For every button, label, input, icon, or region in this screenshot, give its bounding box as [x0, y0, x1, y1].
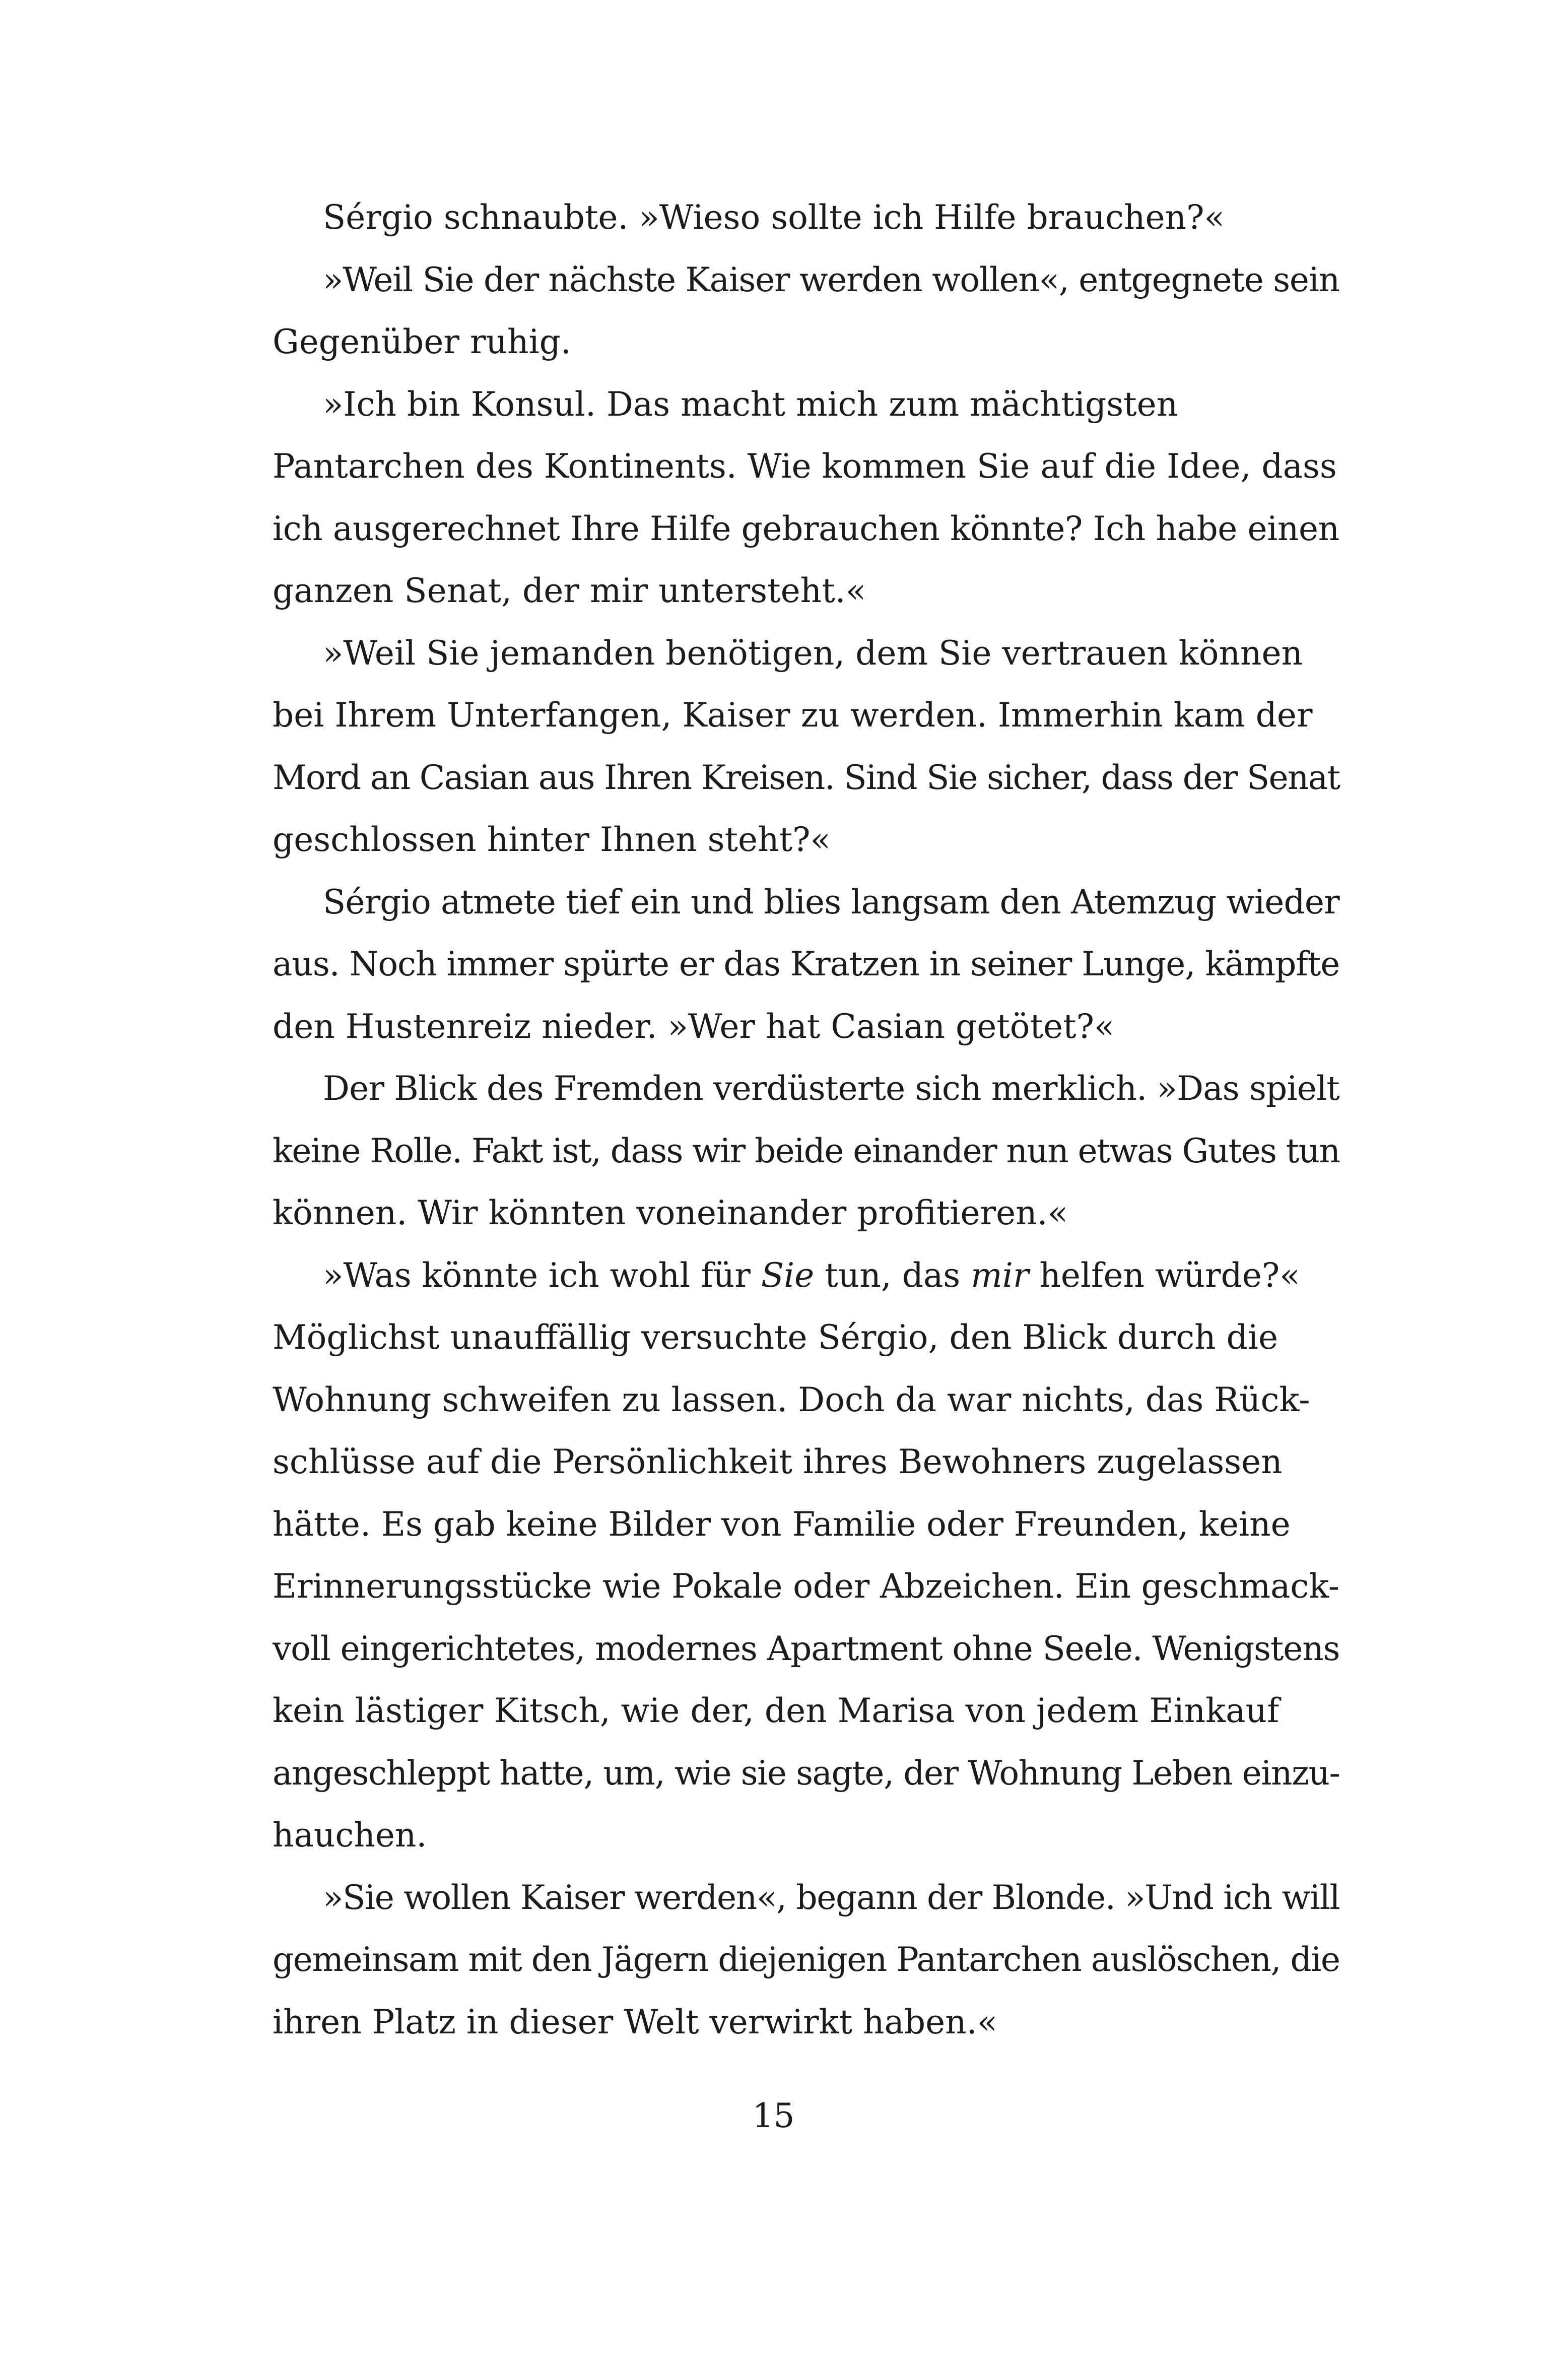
- text-line: gemeinsam mit den Jägern diejenigen Pantarchen auslöschen, die: [273, 1940, 1340, 1979]
- paragraph: [273, 1244, 1339, 1867]
- italic-emphasis: Sie: [761, 1255, 815, 1295]
- text-line: [323, 1244, 1339, 1307]
- text-line: geschlossen hinter Ihnen steht?«: [273, 820, 831, 859]
- italic-emphasis: mir: [971, 1255, 1029, 1295]
- text-line: ich ausgerechnet Ihre Hilfe gebrauchen könnte? Ich habe einen: [273, 509, 1339, 548]
- text-run: »Was könnte ich wohl für: [323, 1255, 761, 1295]
- text-line: den Hustenreiz nieder. »Wer hat Casian getötet?«: [273, 1007, 1115, 1046]
- text-line: »Ich bin Konsul. Das macht mich zum mächtigsten: [323, 384, 1178, 424]
- paragraph: [273, 1867, 1339, 2054]
- text-line: »Weil Sie jemanden benötigen, dem Sie vertrauen können: [323, 633, 1303, 673]
- text-line: Pantarchen des Kontinents. Wie kommen Sie auf die Idee, dass: [273, 447, 1337, 486]
- text-run: tun, das: [814, 1255, 971, 1295]
- paragraph: [273, 622, 1339, 871]
- text-line: können. Wir könnten voneinander profitieren.«: [273, 1194, 1068, 1232]
- text-line: angeschleppt hatte, um, wie sie sagte, der Wohnung Leben einzu-: [273, 1753, 1340, 1793]
- text-line: kein lästiger Kitsch, wie der, den Marisa von jedem Einkauf: [273, 1691, 1280, 1730]
- text-line: hätte. Es gab keine Bilder von Familie oder Freunden, keine: [273, 1504, 1291, 1544]
- text-line: Der Blick des Fremden verdüsterte sich merklich. »Das spielt: [323, 1069, 1339, 1108]
- text-line: Gegenüber ruhig.: [273, 322, 571, 361]
- text-line: hauchen.: [273, 1816, 427, 1855]
- text-line: Sérgio atmete tief ein und blies langsam den Atemzug wieder: [323, 882, 1339, 921]
- text-line: bei Ihrem Unterfangen, Kaiser zu werden. Immerhin kam der: [273, 696, 1313, 735]
- paragraph: [273, 373, 1339, 622]
- text-line: voll eingerichtetes, modernes Apartment ohne Seele. Wenigstens: [273, 1629, 1340, 1668]
- text-line: Wohnung schweifen zu lassen. Doch da war nichts, das Rück-: [273, 1380, 1310, 1419]
- text-run: helfen würde?«: [1029, 1255, 1300, 1295]
- text-line: »Weil Sie der nächste Kaiser werden wollen«, entgegnete sein: [323, 260, 1339, 299]
- text-line: Möglichst unauffällig versuchte Sérgio, den Blick durch die: [273, 1318, 1279, 1357]
- text-line: Erinnerungsstücke wie Pokale oder Abzeichen. Ein geschmack-: [273, 1567, 1339, 1606]
- paragraph: [273, 871, 1339, 1058]
- text-line: ganzen Senat, der mir untersteht.«: [273, 571, 866, 610]
- text-line: schlüsse auf die Persönlichkeit ihres Bewohners zugelassen: [273, 1442, 1283, 1481]
- text-line: Sérgio schnaubte. »Wieso sollte ich Hilfe brauchen?«: [323, 198, 1225, 237]
- text-line: »Sie wollen Kaiser werden«, begann der Blonde. »Und ich will: [323, 1878, 1340, 1917]
- text-line: ihren Platz in dieser Welt verwirkt haben.«: [273, 2002, 998, 2041]
- paragraph: [273, 186, 1339, 249]
- body-text: [273, 186, 1339, 2053]
- paragraph: [273, 249, 1339, 373]
- paragraph: [273, 1057, 1339, 1244]
- text-line: aus. Noch immer spürte er das Kratzen in seiner Lunge, kämpfte: [273, 945, 1340, 983]
- text-line: Mord an Casian aus Ihren Kreisen. Sind Sie sicher, dass der Senat: [273, 758, 1340, 797]
- page-number: 15: [752, 2096, 795, 2135]
- text-line: keine Rolle. Fakt ist, dass wir beide einander nun etwas Gutes tun: [273, 1131, 1340, 1170]
